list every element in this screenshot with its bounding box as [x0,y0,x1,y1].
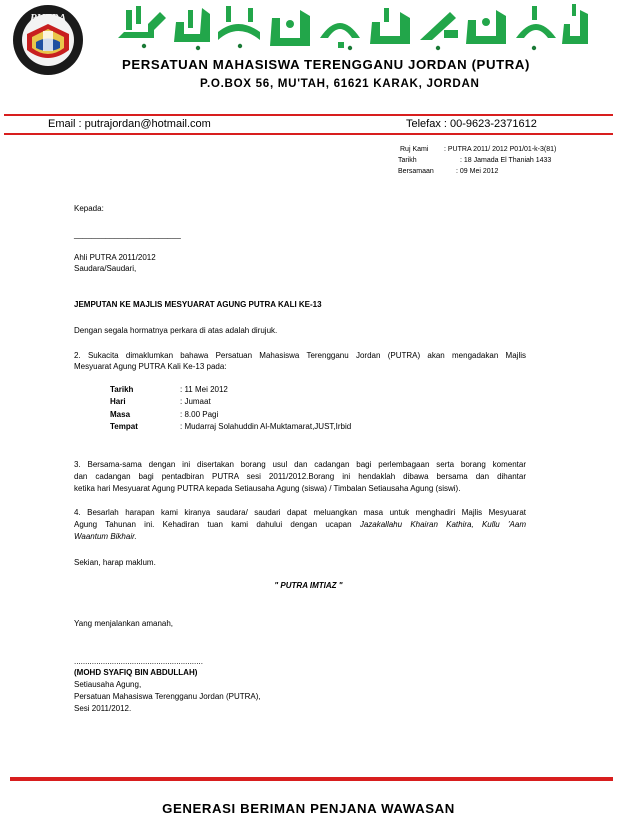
signer-session: Sesi 2011/2012. [74,704,132,713]
header-rule-top [4,114,613,116]
ref-ruj-value: : PUTRA 2011/ 2012 P01/01-k-3(81) [444,146,557,153]
detail-value-tarikh: : 11 Mei 2012 [180,385,228,394]
signer-name: (MOHD SYAFIQ BIN ABDULLAH) [74,668,198,677]
organization-name: PERSATUAN MAHASISWA TERENGGANU JORDAN (PUTRA) [122,57,530,72]
email-text: Email : putrajordan@hotmail.com [48,118,211,130]
paragraph-4-line-2 [74,519,526,530]
paragraph-4-line-1: 4. Besarlah harapan kami kiranya saudara/ saudari dapat meluangkan masa untuk menghadiri Majlis Mesyuarat [74,508,526,517]
ref-ruj-label: Ruj Kami [400,146,429,153]
paragraph-4-text: Agung Tahunan ini. Kehadiran tuan kami dahului dengan ucapan [74,520,360,529]
putra-motto: " PUTRA IMTIAZ " [274,581,343,590]
signer-organization: Persatuan Mahasiswa Terengganu Jordan (PUTRA), [74,692,261,701]
detail-value-masa: : 8.00 Pagi [180,410,219,419]
closing-line: Sekian, harap maklum. [74,558,156,567]
arabic-calligraphy-banner [114,2,592,54]
ref-tarikh-label: Tarikh [398,157,417,164]
greeting-paragraph: Dengan segala hormatnya perkara di atas adalah dirujuk. [74,326,278,335]
paragraph-2-line-2: Mesyuarat Agung PUTRA Kali Ke-13 pada: [74,362,227,371]
kepada-label: Kepada: [74,204,104,213]
detail-value-hari: : Jumaat [180,397,211,406]
signer-title: Setiausaha Agung, [74,680,142,689]
letter-subject: JEMPUTAN KE MAJLIS MESYUARAT AGUNG PUTRA KALI KE-13 [74,300,322,309]
detail-label-hari: Hari [110,397,126,406]
recipient-blank-line: ________________________ [74,230,181,239]
telefax-text: Telefax : 00-9623-2371612 [406,118,537,130]
putra-logo [12,4,84,76]
paragraph-3-line-1: 3. Bersama-sama dengan ini disertakan borang usul dan cadangan bagi perlembagaan serta borang komentar [74,460,526,469]
detail-label-masa: Masa [110,410,131,419]
ref-bersamaan-label: Bersamaan [398,168,434,175]
signoff-line: Yang menjalankan amanah, [74,619,174,628]
signature-line: .......................................................... [74,657,203,666]
recipient-line-1: Ahli PUTRA 2011/2012 [74,253,156,262]
paragraph-3-line-3: ketika hari Mesyuarat Agung PUTRA kepada Setiausaha Agung (siswa) / Timbalan Setiausaha Agung (siswi). [74,484,461,493]
paragraph-3-line-2: dan cadangan bagi pentadbiran PUTRA sesi 2011/2012.Borang ini hendaklah dibawa bersama dan dihantar [74,472,526,481]
detail-label-tempat: Tempat [110,422,138,431]
paragraph-4-line-3: Waantum Bikhair. [74,532,137,541]
detail-value-tempat: : Mudarraj Solahuddin Al-Muktamarat,JUST,Irbid [180,422,352,431]
recipient-line-2: Saudara/Saudari, [74,264,137,273]
header-rule-bottom [4,133,613,135]
detail-label-tarikh: Tarikh [110,385,134,394]
ref-bersamaan-value: : 09 Mei 2012 [456,168,499,175]
paragraph-2-line-1: 2. Sukacita dimaklumkan bahawa Persatuan Mahasiswa Terengganu Jordan (PUTRA) akan mengadakan Majlis [74,351,526,360]
ref-tarikh-value: : 18 Jamada El Thaniah 1433 [460,157,552,164]
paragraph-4-italic-phrase: Jazakallahu Khairan Kathira, Kullu 'Aam [359,520,526,529]
logo-title: PUTRA [29,12,67,24]
footer-motto: GENERASI BERIMAN PENJANA WAWASAN [162,801,455,816]
footer-rule [10,777,613,781]
organization-address: P.O.BOX 56, MU'TAH, 61621 KARAK, JORDAN [200,77,480,90]
